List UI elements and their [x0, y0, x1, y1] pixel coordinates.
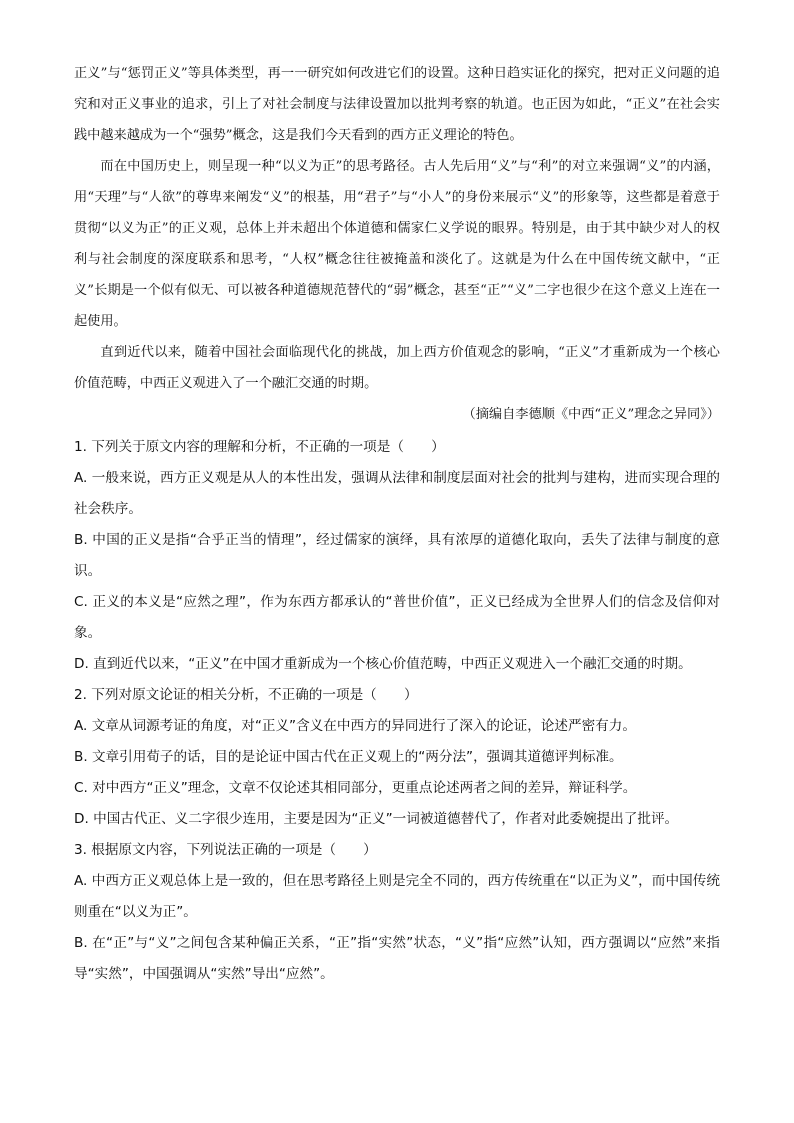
question-stem: 2. 下列对原文论证的相关分析，不正确的一项是（ ）: [74, 687, 418, 703]
option-a: A. 一般来说，西方正义观是从人的本性出发，强调从法律和制度层面对社会的批判与建构，进而实现合理的社会秩序。: [74, 470, 720, 517]
option-b: B. 文章引用荀子的话，目的是论证中国古代在正义观上的“两分法”，强调其道德评判标准。: [74, 749, 623, 765]
option-c: C. 正义的本义是“应然之理”，作为东西方都承认的“普世价值”，正义已经成为全世界人们的信念及信仰对象。: [74, 594, 720, 641]
passage-paragraph: 而在中国历史上，则呈现一种“以义为正”的思考路径。古人先后用“义”与“利”的对立来强调“义”的内涵，用“天理”与“人欲”的尊卑来阐发“义”的根基，用“君子”与“小人”的身份来展示“义”的形象等，这些都是着意于贯彻“以义为正”的正义观，总体上并未超出个体道德和儒家仁义学说的眼界。特别是，由于其中缺少对人的权利与社会制度的深度联系和思考，“人权”概念往往被掩盖和淡化了。这就是为什么在中国传统文献中，“正义”长期是一个似有似无、可以被各种道德规范替代的“弱”概念，甚至“正”“义”二字也很少在这个意义上连在一起使用。: [74, 159, 720, 329]
option-a: A. 中西方正义观总体上是一致的，但在思考路径上则是完全不同的，西方传统重在“以正为义”，而中国传统则重在“以义为正”。: [74, 873, 720, 920]
option-c: C. 对中西方“正义”理念，文章不仅论述其相同部分，更重点论述两者之间的差异，辩证科学。: [74, 780, 637, 796]
passage-source: （摘编自李德顺《中西“正义”理念之异同》）: [462, 407, 720, 422]
reading-passage: [74, 58, 720, 430]
passage-paragraph: 直到近代以来，随着中国社会面临现代化的挑战，加上西方价值观念的影响，“正义”才重新成为一个核心价值范畴，中西正义观进入了一个融汇交通的时期。: [74, 345, 720, 391]
option-a: A. 文章从词源考证的角度，对“正义”含义在中西方的异同进行了深入的论证，论述严密有力。: [74, 718, 636, 734]
question-stem: 3. 根据原文内容，下列说法正确的一项是（ ）: [74, 842, 377, 858]
option-d: D. 直到近代以来，“正义”在中国才重新成为一个核心价值范畴，中西正义观进入一个融汇交通的时期。: [74, 656, 692, 672]
question-3: [74, 835, 720, 990]
option-d: D. 中国古代正、义二字很少连用，主要是因为“正义”一词被道德替代了，作者对此委婉提出了批评。: [74, 811, 679, 827]
option-b: B. 在“正”与“义”之间包含某种偏正关系，“正”指“实然”状态，“义”指“应然”认知，西方强调以“应然”来指导“实然”，中国强调从“实然”导出“应然”。: [74, 935, 720, 982]
question-1: [74, 432, 720, 680]
document-page: [74, 58, 720, 990]
question-2: [74, 680, 720, 835]
question-stem: 1. 下列关于原文内容的理解和分析，不正确的一项是（ ）: [74, 439, 445, 455]
question-list: [74, 432, 720, 990]
option-b: B. 中国的正义是指“合乎正当的情理”，经过儒家的演绎，具有浓厚的道德化取向，丢失了法律与制度的意识。: [74, 532, 720, 579]
passage-paragraph: 正义”与“惩罚正义”等具体类型，再一一研究如何改进它们的设置。这种日趋实证化的探究，把对正义问题的追究和对正义事业的追求，引上了对社会制度与法律设置加以批判考察的轨道。也正因为如此，“正义”在社会实践中越来越成为一个“强势”概念，这是我们今天看到的西方正义理论的特色。: [74, 66, 720, 143]
